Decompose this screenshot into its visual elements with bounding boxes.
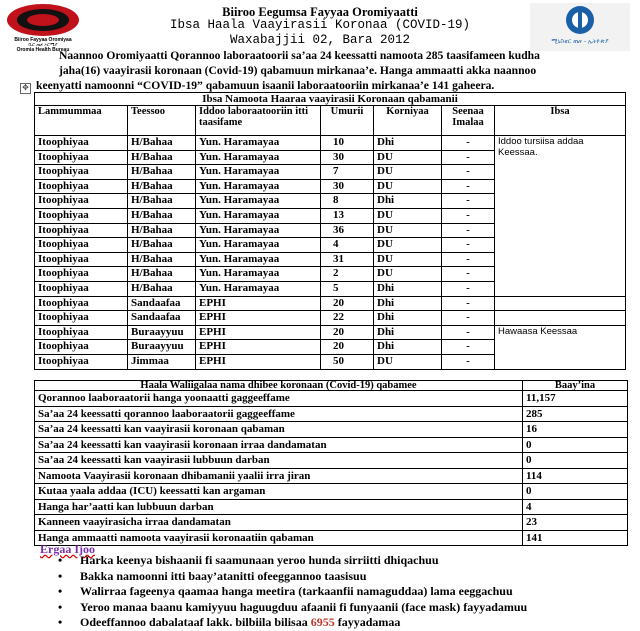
summary-value: 23 bbox=[523, 515, 628, 531]
table-cell: Yun. Haramayaa bbox=[196, 165, 321, 180]
table-cell: 5 bbox=[321, 281, 374, 296]
table-cell: Dhi bbox=[374, 340, 442, 355]
table-cell: Itoophiyaa bbox=[35, 311, 128, 326]
summary-row bbox=[35, 453, 628, 469]
table-cell: EPHI bbox=[196, 311, 321, 326]
hotline-prefix: Odeeffannoo dabalataaf lakk. bilbiila bilisaa bbox=[80, 615, 311, 629]
col-header: Ibsa bbox=[495, 106, 626, 136]
summary-row bbox=[35, 468, 628, 484]
ibsa-cell bbox=[495, 296, 626, 311]
col-header: Umurii bbox=[321, 106, 374, 136]
key-messages-list bbox=[56, 553, 527, 631]
table-cell: Yun. Haramayaa bbox=[196, 208, 321, 223]
table-cell: Yun. Haramayaa bbox=[196, 150, 321, 165]
table-cell: Jimmaa bbox=[128, 354, 196, 369]
table-cell: Yun. Haramayaa bbox=[196, 267, 321, 282]
summary-row bbox=[35, 437, 628, 453]
summary-value: 285 bbox=[523, 406, 628, 422]
table-cell: Itoophiyaa bbox=[35, 238, 128, 253]
table-cell: Dhi bbox=[374, 136, 442, 151]
table-cell: H/Bahaa bbox=[128, 194, 196, 209]
summary-value: 16 bbox=[523, 422, 628, 438]
table-cell: - bbox=[442, 179, 495, 194]
table-cell: DU bbox=[374, 179, 442, 194]
table-cell: 31 bbox=[321, 252, 374, 267]
table-cell: 10 bbox=[321, 136, 374, 151]
table-cell: DU bbox=[374, 150, 442, 165]
table-cell: - bbox=[442, 325, 495, 340]
table-cell: H/Bahaa bbox=[128, 238, 196, 253]
hotline-suffix: fayyadamaa bbox=[334, 615, 401, 629]
table-cell: Dhi bbox=[374, 194, 442, 209]
table-cell: 50 bbox=[321, 354, 374, 369]
table-cell: Buraayyuu bbox=[128, 325, 196, 340]
table-cell: H/Bahaa bbox=[128, 267, 196, 282]
summary-label: Sa’aa 24 keessatti kan vaayirasii lubbuun darban bbox=[35, 453, 523, 469]
summary-row bbox=[35, 422, 628, 438]
ibsa-cell bbox=[495, 311, 626, 326]
table-cell: 30 bbox=[321, 179, 374, 194]
table-row bbox=[35, 325, 626, 340]
table-cell: - bbox=[442, 311, 495, 326]
table-cell: Yun. Haramayaa bbox=[196, 136, 321, 151]
page-subtitle: Ibsa Haala Vaayirasii Koronaa (COVID-19) bbox=[169, 18, 471, 32]
table-cell: DU bbox=[374, 354, 442, 369]
col-header: Seenaa Imalaa bbox=[442, 106, 495, 136]
summary-header-count: Baay’ina bbox=[523, 381, 628, 391]
table-cell: EPHI bbox=[196, 296, 321, 311]
table-cell: Dhi bbox=[374, 311, 442, 326]
col-header: Lammummaa bbox=[35, 106, 128, 136]
summary-label: Hanga ammaatti namoota vaayirasii koronaatiin qabaman bbox=[35, 530, 523, 546]
table-cell: 30 bbox=[321, 150, 374, 165]
table-row bbox=[35, 311, 626, 326]
table-cell: Itoophiyaa bbox=[35, 296, 128, 311]
report-date: Waxabajjii 02, Bara 2012 bbox=[229, 33, 411, 47]
table-cell: Itoophiyaa bbox=[35, 354, 128, 369]
table-cell: Yun. Haramayaa bbox=[196, 179, 321, 194]
table-cell: DU bbox=[374, 267, 442, 282]
table-cell: DU bbox=[374, 165, 442, 180]
table-cell: Itoophiyaa bbox=[35, 340, 128, 355]
table-cell: Itoophiyaa bbox=[35, 223, 128, 238]
intro-line-3: keenyatti namoonni “COVID-19” qabamuun isaanii laboraatooriin mirkanaa’e 141 gaheera. bbox=[36, 79, 495, 92]
table-cell: EPHI bbox=[196, 340, 321, 355]
table-cell: Dhi bbox=[374, 296, 442, 311]
summary-value: 0 bbox=[523, 484, 628, 500]
summary-label: Kutaa yaala addaa (ICU) keessatti kan argaman bbox=[35, 484, 523, 500]
svg-text:ሚኒስቴር ጤና - ኢትዮጵያ: ሚኒስቴር ጤና - ኢትዮጵያ bbox=[551, 38, 609, 45]
summary-label: Kanneen vaayirasicha irraa dandamatan bbox=[35, 515, 523, 531]
summary-label: Sa’aa 24 keessatti kan vaayirasii koronaan qabaman bbox=[35, 422, 523, 438]
summary-label: Namoota Vaayirasii koronaan dhibamanii yaalii irra jiran bbox=[35, 468, 523, 484]
list-item-hotline bbox=[56, 615, 527, 631]
summary-value: 0 bbox=[523, 437, 628, 453]
table-cell: DU bbox=[374, 223, 442, 238]
col-header: Teessoo bbox=[128, 106, 196, 136]
table-cell: DU bbox=[374, 208, 442, 223]
table-cell: 7 bbox=[321, 165, 374, 180]
page-title: Biiroo Eegumsa Fayyaa Oromiyaatti bbox=[222, 5, 418, 19]
table-cell: Itoophiyaa bbox=[35, 267, 128, 282]
table-cell: Sandaafaa bbox=[128, 311, 196, 326]
table-cell: - bbox=[442, 267, 495, 282]
table-cell: H/Bahaa bbox=[128, 281, 196, 296]
key-messages-heading: Ergaa Ijoo bbox=[40, 542, 95, 556]
table-cell: Itoophiyaa bbox=[35, 194, 128, 209]
table-cell: DU bbox=[374, 238, 442, 253]
intro-line-1: Naannoo Oromiyaatti Qorannoo laboraatoorii sa’aa 24 keessatti namoota 285 taasifameen kudha bbox=[59, 49, 540, 62]
table-cell: Itoophiyaa bbox=[35, 252, 128, 267]
summary-value: 141 bbox=[523, 530, 628, 546]
table-cell: - bbox=[442, 223, 495, 238]
table-cell: 36 bbox=[321, 223, 374, 238]
table-cell: 20 bbox=[321, 340, 374, 355]
table-cell: 2 bbox=[321, 267, 374, 282]
table-cell: 8 bbox=[321, 194, 374, 209]
ibsa-note-community: Hawaasa Keessaa bbox=[495, 325, 626, 369]
table-cell: H/Bahaa bbox=[128, 252, 196, 267]
summary-header-label: Haala Waliigalaa nama dhibee koronaan (Covid-19) qabamee bbox=[35, 381, 523, 391]
table-cell: - bbox=[442, 165, 495, 180]
move-handle-icon[interactable]: ✥ bbox=[20, 83, 31, 94]
summary-value: 114 bbox=[523, 468, 628, 484]
svg-text:Oromia Health Bureau: Oromia Health Bureau bbox=[16, 47, 70, 52]
table-cell: Yun. Haramayaa bbox=[196, 223, 321, 238]
list-item: • Harka keenya bishaanii fi saamunaan yeroo hunda sirriitti dhiqachuu bbox=[56, 553, 527, 569]
table-cell: H/Bahaa bbox=[128, 150, 196, 165]
summary-row bbox=[35, 484, 628, 500]
svg-text:Biiroo Fayyaa Oromiyaa: Biiroo Fayyaa Oromiyaa bbox=[14, 37, 72, 43]
table-cell: Itoophiyaa bbox=[35, 165, 128, 180]
table-cell: - bbox=[442, 136, 495, 151]
summary-row bbox=[35, 391, 628, 407]
table-cell: Yun. Haramayaa bbox=[196, 252, 321, 267]
svg-text:ቢሮ ጤና ኦሮሚያ: ቢሮ ጤና ኦሮሚያ bbox=[28, 43, 58, 48]
table-cell: H/Bahaa bbox=[128, 223, 196, 238]
summary-label: Sa’aa 24 keessatti qorannoo laaboraatorii gaggeeffame bbox=[35, 406, 523, 422]
table-cell: Itoophiyaa bbox=[35, 150, 128, 165]
table-cell: H/Bahaa bbox=[128, 165, 196, 180]
summary-value: 11,157 bbox=[523, 391, 628, 407]
summary-row bbox=[35, 530, 628, 546]
summary-row bbox=[35, 406, 628, 422]
table-cell: - bbox=[442, 354, 495, 369]
table-cell: - bbox=[442, 296, 495, 311]
table-cell: 13 bbox=[321, 208, 374, 223]
table-caption: Ibsa Namoota Haaraa vaayirasii Koronaan qabamanii bbox=[35, 93, 626, 106]
table-cell: 22 bbox=[321, 311, 374, 326]
col-header: Korniyaa bbox=[374, 106, 442, 136]
table-cell: EPHI bbox=[196, 354, 321, 369]
table-cell: - bbox=[442, 238, 495, 253]
ibsa-note-quarantine: Iddoo tursiisa addaa Keessaa. bbox=[495, 136, 626, 297]
hotline-number[interactable]: 6955 bbox=[310, 615, 335, 629]
list-item: • Walirraa fageenya qaamaa hanga meetira (tarkaanfii namaguddaa) lama eeggachuu bbox=[56, 584, 527, 600]
table-cell: - bbox=[442, 340, 495, 355]
table-cell: 4 bbox=[321, 238, 374, 253]
table-cell: Itoophiyaa bbox=[35, 179, 128, 194]
summary-table bbox=[34, 380, 628, 546]
summary-row bbox=[35, 515, 628, 531]
table-cell: - bbox=[442, 281, 495, 296]
table-cell: Itoophiyaa bbox=[35, 325, 128, 340]
table-cell: H/Bahaa bbox=[128, 179, 196, 194]
table-cell: 20 bbox=[321, 325, 374, 340]
summary-label: Hanga har’aatti kan lubbuun darban bbox=[35, 499, 523, 515]
table-cell: Dhi bbox=[374, 281, 442, 296]
table-cell: Itoophiyaa bbox=[35, 208, 128, 223]
table-cell: Itoophiyaa bbox=[35, 281, 128, 296]
table-row bbox=[35, 296, 626, 311]
table-cell: H/Bahaa bbox=[128, 208, 196, 223]
table-cell: Sandaafaa bbox=[128, 296, 196, 311]
list-item: • Yeroo manaa baanu kamiyyuu haguugduu afaanii fi funyaanii (face mask) fayyadamuu bbox=[56, 600, 527, 616]
table-cell: - bbox=[442, 194, 495, 209]
col-header: Iddoo laboraatooriin itti taasifame bbox=[196, 106, 321, 136]
summary-value: 0 bbox=[523, 453, 628, 469]
table-cell: 20 bbox=[321, 296, 374, 311]
list-item: • Bakka namoonni itti baay’atanitti ofeeggannoo taasisuu bbox=[56, 569, 527, 585]
table-cell: H/Bahaa bbox=[128, 136, 196, 151]
table-cell: - bbox=[442, 150, 495, 165]
table-cell: Yun. Haramayaa bbox=[196, 194, 321, 209]
intro-line-2: jaha(16) vaayirasii koronaan (Covid-19) qabamuun mirkanaa’e. Hanga ammaatti akka naannoo bbox=[59, 64, 537, 77]
table-cell: EPHI bbox=[196, 325, 321, 340]
table-cell: Buraayyuu bbox=[128, 340, 196, 355]
summary-label: Sa’aa 24 keessatti kan vaayirasii koronaan irraa dandamatan bbox=[35, 437, 523, 453]
table-cell: - bbox=[442, 208, 495, 223]
table-cell: Yun. Haramayaa bbox=[196, 238, 321, 253]
table-row bbox=[35, 136, 626, 151]
table-cell: - bbox=[442, 252, 495, 267]
summary-label: Qorannoo laaboraatorii hanga yoonaatti gaggeeffame bbox=[35, 391, 523, 407]
table-cell: Dhi bbox=[374, 325, 442, 340]
summary-row bbox=[35, 499, 628, 515]
table-cell: Yun. Haramayaa bbox=[196, 281, 321, 296]
table-cell: DU bbox=[374, 252, 442, 267]
table-cell: Itoophiyaa bbox=[35, 136, 128, 151]
summary-value: 4 bbox=[523, 499, 628, 515]
new-cases-table bbox=[34, 92, 626, 370]
